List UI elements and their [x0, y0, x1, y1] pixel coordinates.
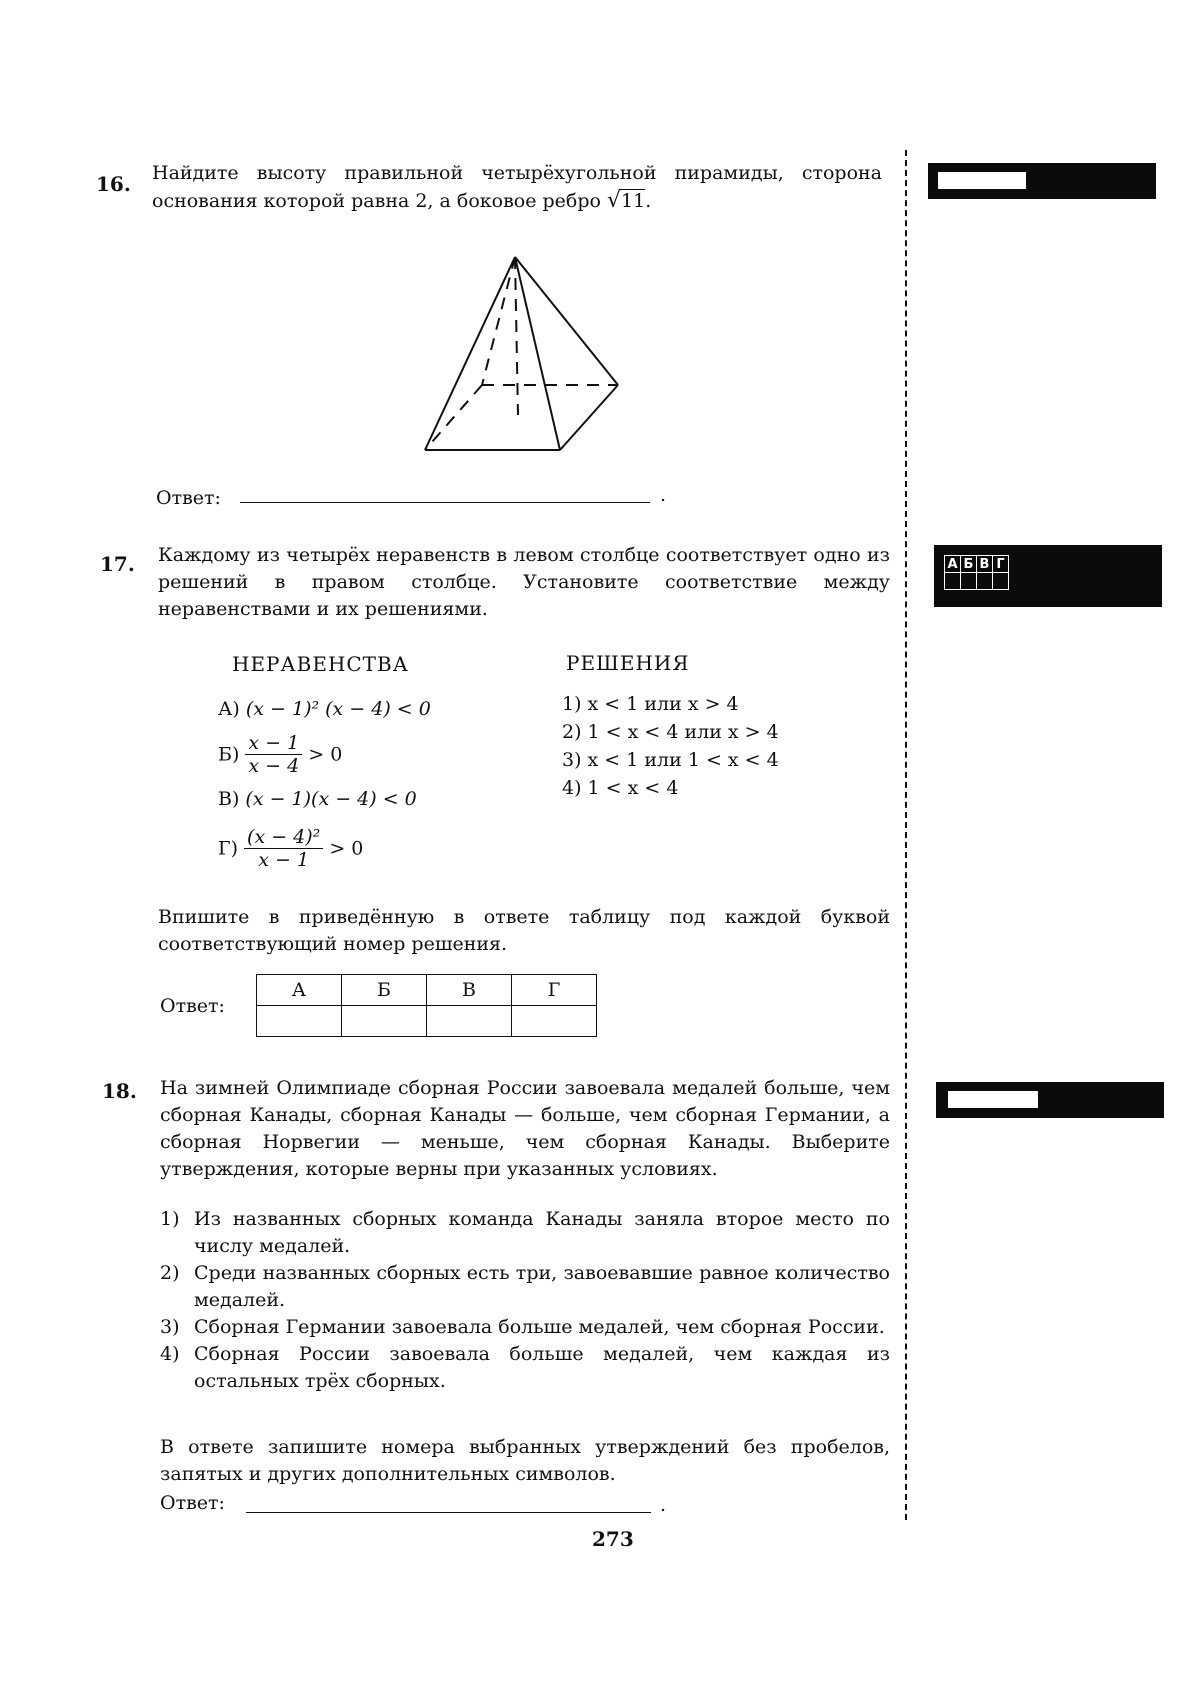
option-number: 4) [160, 1343, 180, 1365]
cut-line [905, 150, 907, 1520]
option-4 [160, 1341, 890, 1395]
option-text: Из названных сборных команда Канады заняла второе место по числу медалей. [194, 1208, 890, 1257]
task-16-answer-field[interactable] [240, 502, 650, 503]
pyramid-figure [410, 245, 640, 465]
option-3 [160, 1314, 890, 1341]
option-text: Сборная России завоевала больше медалей, чем каждая из остальных трёх сборных. [194, 1343, 890, 1392]
pyramid-edge [425, 257, 515, 450]
page-number: 273 [592, 1527, 634, 1551]
side-table-header: Б [961, 556, 977, 573]
task-18-answer-label: Ответ: [160, 1492, 225, 1514]
solution-3: 3) x < 1 или 1 < x < 4 [562, 749, 779, 771]
task-18-options [160, 1206, 890, 1395]
answer-cell-g[interactable] [512, 1006, 597, 1037]
inequalities-header: НЕРАВЕНСТВА [232, 652, 409, 676]
inequality-c-expr: (x − 1)(x − 4) < 0 [245, 788, 417, 810]
side-table-header: В [977, 556, 993, 573]
side-answer-cell[interactable] [993, 573, 1009, 590]
inequality-c [218, 788, 417, 810]
answer-cell-a[interactable] [257, 1006, 342, 1037]
pyramid-height [515, 257, 518, 415]
inequality-d [218, 826, 363, 871]
side-answer-box-17 [934, 545, 1162, 607]
inequality-b-fraction [245, 732, 302, 777]
answer-cell-b[interactable] [342, 1006, 427, 1037]
option-text: Сборная Германии завоевала больше медалей, чем сборная России. [194, 1316, 885, 1338]
side-answer-box-18 [936, 1082, 1164, 1118]
inequality-a [218, 698, 431, 720]
answer-table-header: А [257, 975, 342, 1006]
task-17-answer-table [256, 974, 597, 1037]
task-16-answer-end: . [660, 484, 667, 506]
answer-cell-v[interactable] [427, 1006, 512, 1037]
side-answer-box-16 [928, 163, 1156, 199]
inequality-b-numerator: x − 1 [245, 732, 302, 755]
task-17-text: Каждому из четырёх неравенств в левом столбце соответствует одно из решений в правом столбце. Установите соответствие между неравенствами и их решениями. [158, 544, 890, 620]
option-number: 2) [160, 1262, 180, 1284]
task-16-number: 16. [96, 172, 131, 196]
sqrt-radicand: 11 [621, 190, 646, 212]
solution-1: 1) x < 1 или x > 4 [562, 693, 739, 715]
sqrt-sign: √ [607, 188, 622, 213]
side-answer-cell[interactable] [945, 573, 961, 590]
pyramid-base-edge [560, 385, 618, 450]
inequality-d-label: Г) [218, 837, 238, 860]
task-16-end: . [645, 190, 652, 212]
pyramid-hidden-edge [482, 257, 515, 385]
task-17-answer-label: Ответ: [160, 995, 225, 1017]
answer-table-header: В [427, 975, 512, 1006]
task-18-instruction: В ответе запишите номера выбранных утверждений без пробелов, запятых и других дополнительных символов. [160, 1436, 890, 1485]
side-answer-table-17 [944, 555, 1009, 590]
task-18-text: На зимней Олимпиаде сборная России завоевала медалей больше, чем сборная Канады, сборная Канады — больше, чем сборная Германии, а сборная Норвегии — меньше, чем сборная Канады. Выберите утверждения, которые верны при указанных условиях. [160, 1077, 890, 1180]
inequality-b-rhs: > 0 [308, 743, 343, 766]
side-answer-cell[interactable] [961, 573, 977, 590]
answer-table-header: Б [342, 975, 427, 1006]
solution-2: 2) 1 < x < 4 или x > 4 [562, 721, 779, 743]
inequality-c-label: В) [218, 788, 240, 810]
pyramid-hidden-base-edge [425, 385, 482, 450]
task-18-answer-field[interactable] [246, 1512, 651, 1513]
task-16-text [152, 160, 882, 215]
inequality-b [218, 732, 342, 777]
task-17-number: 17. [100, 552, 135, 576]
task-16-statement: Найдите высоту правильной четырёхугольной пирамиды, сторона основания которой равна 2, а боковое ребро [152, 162, 882, 212]
option-number: 3) [160, 1316, 180, 1338]
task-16-answer-label: Ответ: [156, 487, 221, 509]
side-answer-field-18[interactable] [948, 1091, 1038, 1108]
side-answer-cell[interactable] [977, 573, 993, 590]
option-2 [160, 1260, 890, 1314]
task-18-number: 18. [102, 1079, 137, 1103]
solution-4: 4) 1 < x < 4 [562, 777, 679, 799]
solutions-list [562, 690, 779, 802]
inequality-d-fraction [244, 826, 323, 871]
inequality-a-label: А) [218, 698, 240, 720]
inequality-d-denominator: x − 1 [258, 849, 310, 871]
task-18-answer-end: . [660, 1494, 667, 1516]
answer-table-header: Г [512, 975, 597, 1006]
inequality-d-rhs: > 0 [329, 837, 364, 860]
inequality-a-expr: (x − 1)² (x − 4) < 0 [245, 698, 431, 720]
inequality-d-numerator: (x − 4)² [244, 826, 323, 849]
side-table-header: А [945, 556, 961, 573]
sqrt-expression [607, 190, 645, 212]
option-text: Среди названных сборных есть три, завоевавшие равное количество медалей. [194, 1262, 890, 1311]
side-answer-field-16[interactable] [938, 172, 1026, 189]
solutions-header: РЕШЕНИЯ [566, 651, 690, 675]
option-number: 1) [160, 1208, 180, 1230]
inequality-b-denominator: x − 4 [248, 755, 300, 777]
task-17-instruction: Впишите в приведённую в ответе таблицу под каждой буквой соответствующий номер решения. [158, 906, 890, 955]
option-1 [160, 1206, 890, 1260]
inequality-b-label: Б) [218, 743, 240, 766]
side-table-header: Г [993, 556, 1009, 573]
